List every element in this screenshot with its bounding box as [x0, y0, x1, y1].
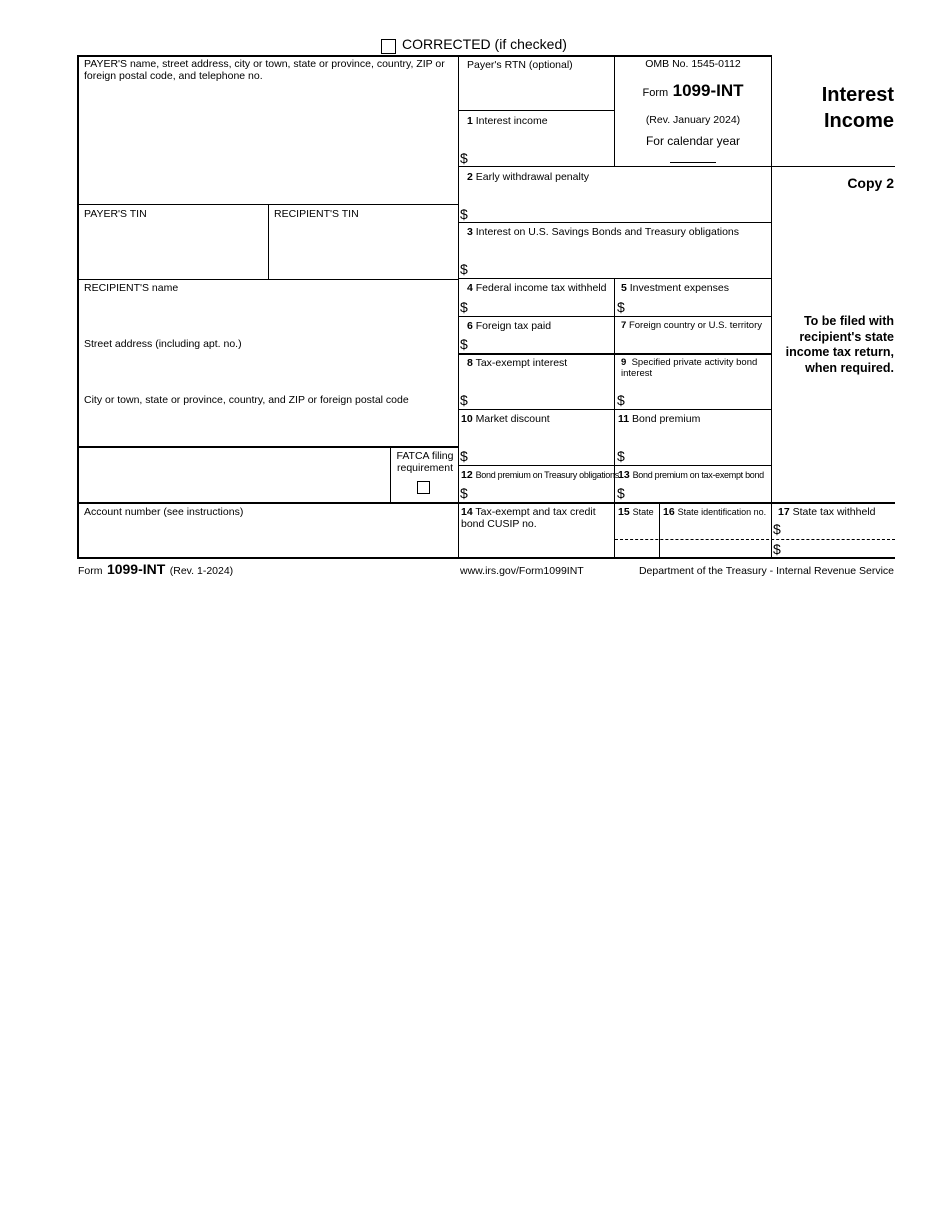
payer-name-label: PAYER'S name, street address, city or town, state or province, country, ZIP or foreign postal code, and telephone no. [84, 58, 445, 82]
box-11-label: 11 Bond premium [618, 413, 701, 425]
box-4-dollar: $ [460, 299, 468, 315]
footer-department: Department of the Treasury - Internal Revenue Service [638, 565, 894, 577]
footer-form-number: 1099-INT [106, 561, 166, 577]
box-3-dollar: $ [460, 261, 468, 277]
corrected-label: CORRECTED (if checked) [402, 36, 567, 52]
box-13-label: 13 Bond premium on tax-exempt bond [618, 469, 764, 481]
box-5-dollar: $ [617, 299, 625, 315]
calendar-year-label: For calendar year [645, 134, 741, 148]
box-11-dollar: $ [617, 448, 625, 464]
box-10-label: 10 Market discount [461, 413, 550, 425]
box-1-label: 1 Interest income [467, 115, 548, 127]
form-title-line2: Income [823, 110, 894, 132]
account-number-label: Account number (see instructions) [84, 506, 244, 518]
street-address-label: Street address (including apt. no.) [84, 338, 242, 350]
footer-url: www.irs.gov/Form1099INT [460, 565, 584, 577]
recipient-name-label: RECIPIENT'S name [84, 282, 179, 294]
form-id-header [615, 81, 771, 101]
box-9-dollar: $ [617, 392, 625, 408]
box-5-label: 5 Investment expenses [621, 282, 729, 294]
box-17-dollar-2: $ [773, 541, 781, 557]
box-17-dollar-1: $ [773, 521, 781, 537]
box-8-dollar: $ [460, 392, 468, 408]
box-2-label: 2 Early withdrawal penalty [467, 171, 589, 183]
box-3-label: 3 Interest on U.S. Savings Bonds and Treasury obligations [467, 226, 739, 238]
fatca-checkbox[interactable] [417, 481, 430, 494]
box-12-label: 12 Bond premium on Treasury obligations [461, 469, 619, 481]
box-15-label: 15 State [618, 506, 654, 518]
footer-form-id [78, 561, 233, 579]
box-16-label: 16 State identification no. [663, 506, 767, 518]
footer-form-word: Form [78, 565, 103, 577]
city-label: City or town, state or province, country, and ZIP or foreign postal code [84, 394, 409, 406]
copy-label: Copy 2 [847, 175, 894, 191]
box-8-label: 8 Tax-exempt interest [467, 357, 568, 369]
payer-tin-label: PAYER'S TIN [84, 208, 147, 220]
payer-rtn-label: Payer's RTN (optional) [467, 59, 573, 71]
box-10-dollar: $ [460, 448, 468, 464]
form-revision: (Rev. January 2024) [645, 114, 741, 126]
box-14-label: 14 Tax-exempt and tax credit bond CUSIP no. [461, 506, 596, 530]
box-1-dollar: $ [460, 150, 468, 166]
form-word: Form [642, 87, 669, 99]
recipient-tin-label: RECIPIENT'S TIN [274, 208, 359, 220]
form-title-line1: Interest [821, 84, 894, 106]
box-12-dollar: $ [460, 485, 468, 501]
box-17-label: 17 State tax withheld [778, 506, 876, 518]
box-2-dollar: $ [460, 206, 468, 222]
filing-instructions: To be filed with recipient's state income tax return, when required. [785, 314, 894, 375]
omb-number: OMB No. 1545-0112 [645, 58, 741, 70]
form-number: 1099-INT [672, 81, 744, 100]
box-6-label: 6 Foreign tax paid [467, 320, 552, 332]
box-6-dollar: $ [460, 336, 468, 352]
box-13-dollar: $ [617, 485, 625, 501]
footer-rev: (Rev. 1-2024) [169, 565, 234, 577]
box-4-label: 4 Federal income tax withheld [467, 282, 607, 294]
box-7-label: 7 Foreign country or U.S. territory [621, 320, 762, 331]
box-9-label: 9 Specified private activity bond interest [621, 357, 758, 379]
corrected-checkbox[interactable] [381, 39, 396, 54]
fatca-label: FATCA filing requirement [396, 450, 454, 474]
